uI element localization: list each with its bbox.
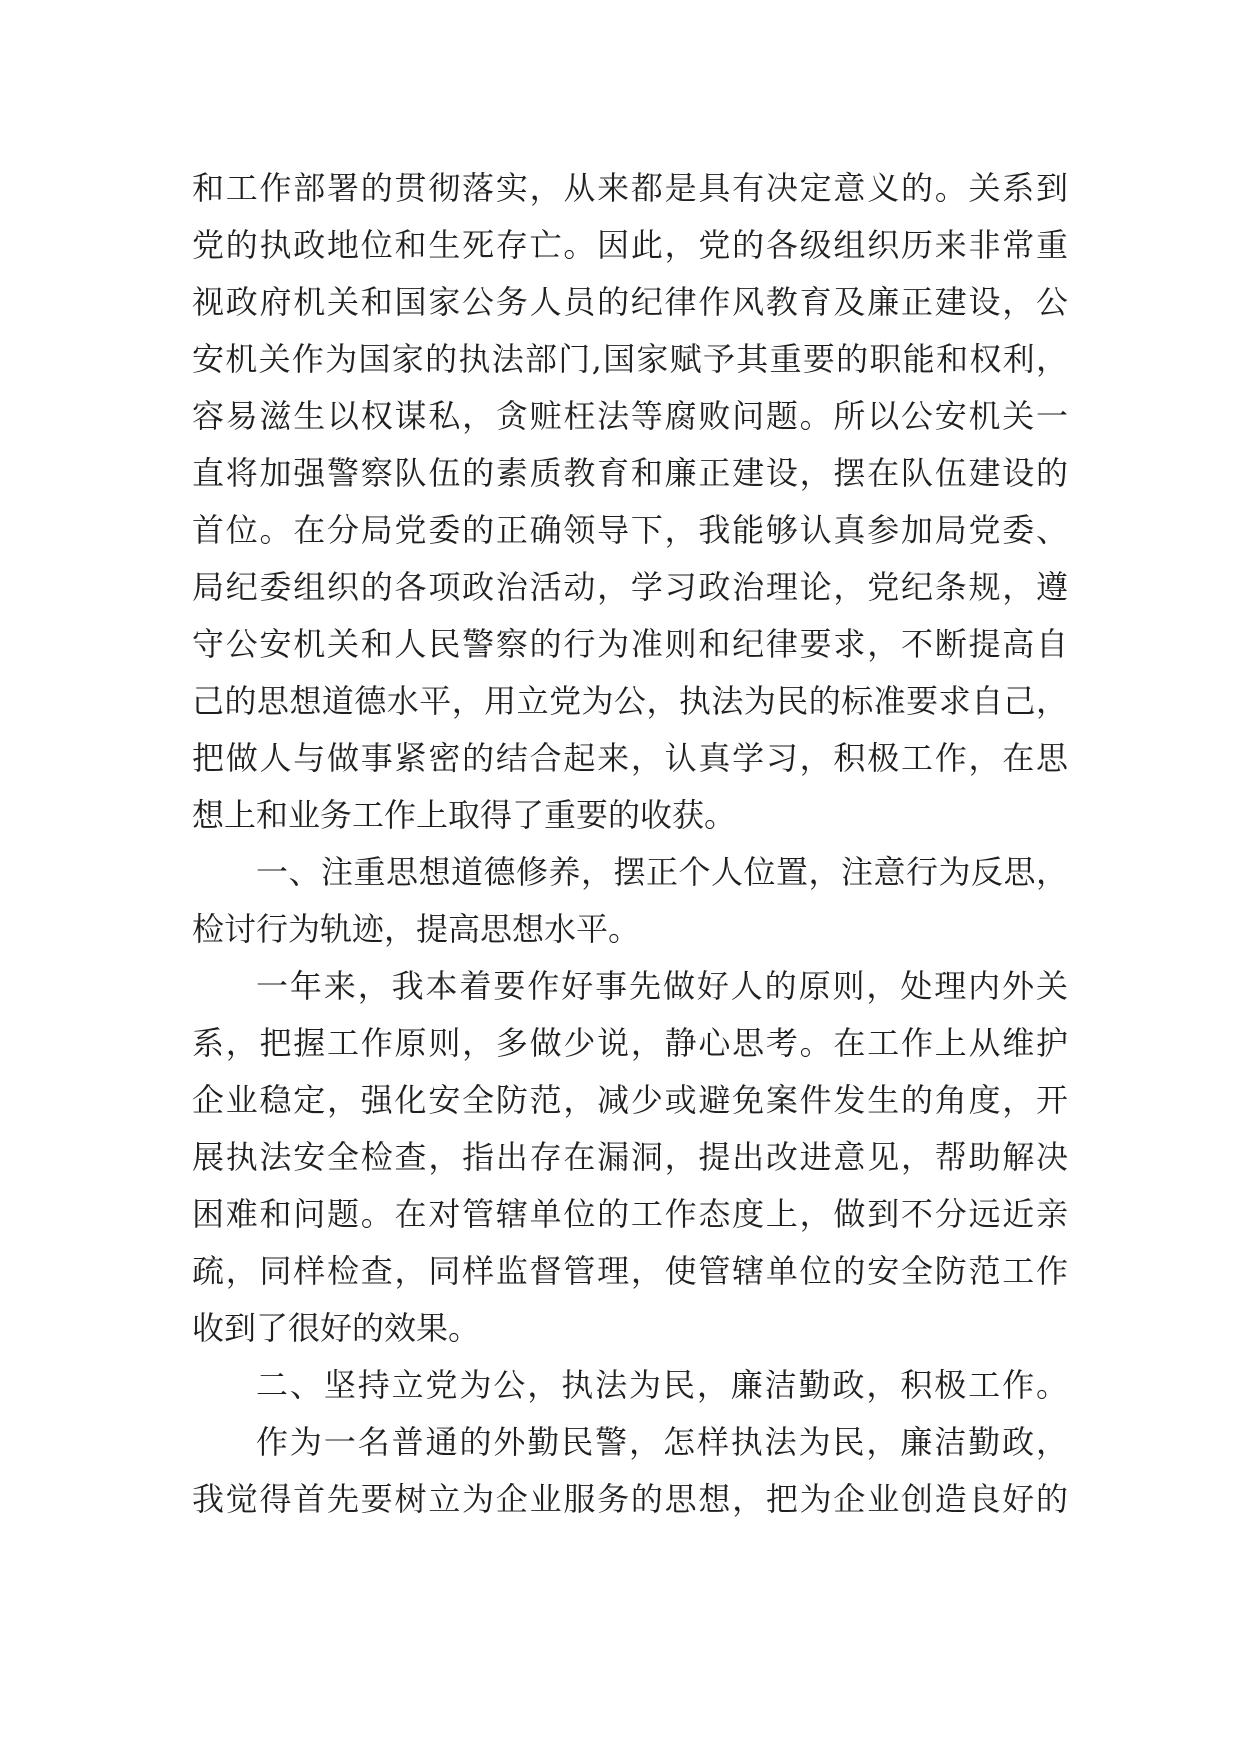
text-line: 守公安机关和人民警察的行为准则和纪律要求，不断提高自 — [192, 625, 1068, 663]
text-line: 首位。在分局党委的正确领导下，我能够认真参加局党委、 — [192, 511, 1068, 549]
text-line: 我觉得首先要树立为企业服务的思想，把为企业创造良好的 — [192, 1480, 1068, 1518]
text-line: 二、坚持立党为公，执法为民，廉洁勤政，积极工作。 — [256, 1366, 1068, 1404]
text-line: 一年来，我本着要作好事先做好人的原则，处理内外关 — [256, 967, 1068, 1005]
text-line: 安机关作为国家的执法部门,国家赋予其重要的职能和权利， — [192, 340, 1068, 378]
text-line: 一、注重思想道德修养，摆正个人位置，注意行为反思， — [256, 853, 1068, 891]
text-line: 容易滋生以权谋私，贪赃枉法等腐败问题。所以公安机关一 — [192, 397, 1068, 435]
text-line: 局纪委组织的各项政治活动，学习政治理论，党纪条规，遵 — [192, 568, 1068, 606]
text-line: 和工作部署的贯彻落实，从来都是具有决定意义的。关系到 — [192, 169, 1068, 207]
text-line: 己的思想道德水平，用立党为公，执法为民的标准要求自己， — [192, 682, 1068, 720]
text-line: 直将加强警察队伍的素质教育和廉正建设，摆在队伍建设的 — [192, 454, 1068, 492]
text-line: 困难和问题。在对管辖单位的工作态度上，做到不分远近亲 — [192, 1195, 1068, 1233]
text-line: 检讨行为轨迹，提高思想水平。 — [192, 910, 641, 948]
text-line: 疏，同样检查，同样监督管理，使管辖单位的安全防范工作 — [192, 1252, 1068, 1290]
text-line: 企业稳定，强化安全防范，减少或避免案件发生的角度，开 — [192, 1081, 1068, 1119]
text-line: 党的执政地位和生死存亡。因此，党的各级组织历来非常重 — [192, 226, 1068, 264]
text-line: 收到了很好的效果。 — [192, 1309, 481, 1347]
text-line: 系，把握工作原则，多做少说，静心思考。在工作上从维护 — [192, 1024, 1068, 1062]
text-line: 视政府机关和国家公务人员的纪律作风教育及廉正建设，公 — [192, 283, 1068, 321]
text-line: 把做人与做事紧密的结合起来，认真学习，积极工作，在思 — [192, 739, 1068, 777]
document-body — [192, 160, 1068, 1528]
text-line: 想上和业务工作上取得了重要的收获。 — [192, 796, 737, 834]
text-line: 展执法安全检查，指出存在漏洞，提出改进意见，帮助解决 — [192, 1138, 1068, 1176]
text-line: 作为一名普通的外勤民警，怎样执法为民，廉洁勤政， — [256, 1423, 1068, 1461]
